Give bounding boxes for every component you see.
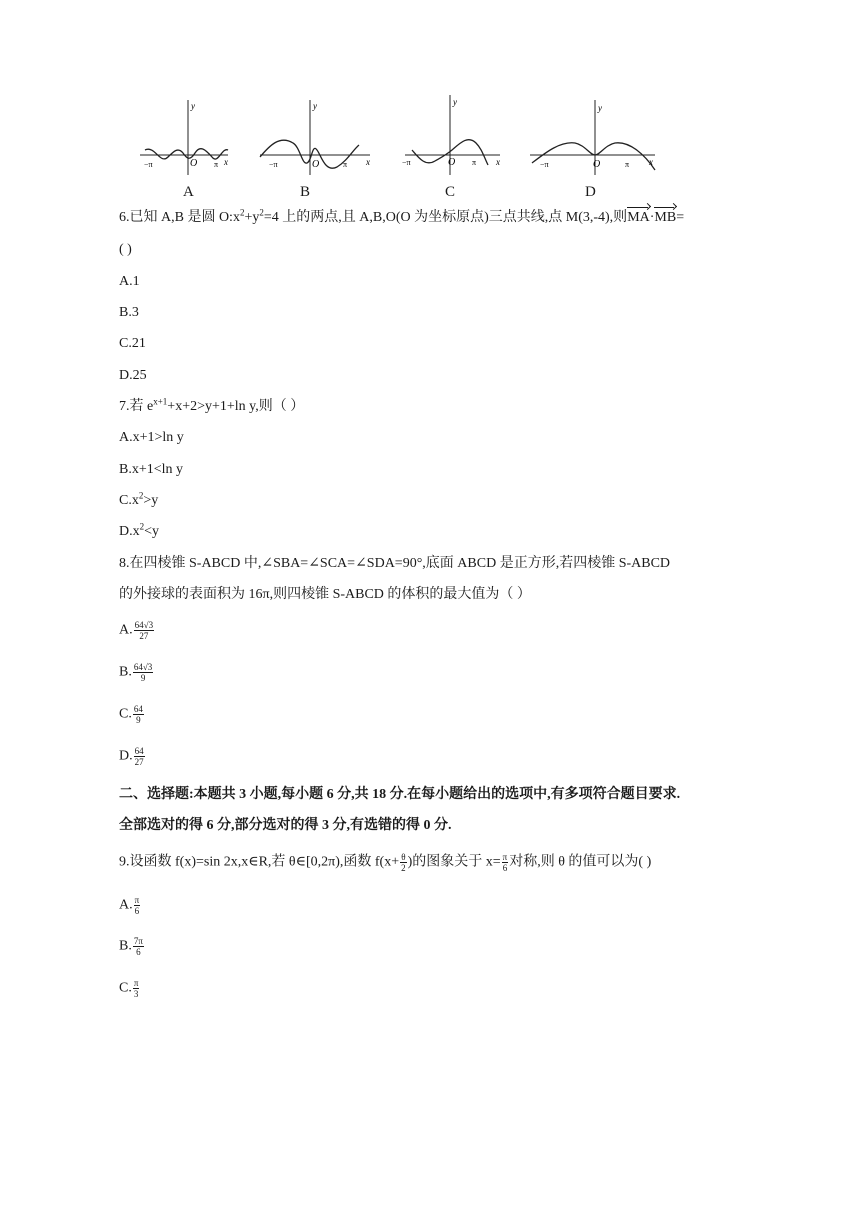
svg-text:O: O	[593, 159, 601, 170]
graph-label-c: C	[445, 184, 456, 200]
q7-option-b: B.x+1<ln y	[119, 462, 184, 477]
fraction-numerator: π	[133, 978, 139, 988]
svg-text:π: π	[625, 160, 630, 169]
svg-text:O: O	[190, 158, 198, 169]
q6-stem-b: +y	[244, 210, 260, 225]
graph-label-b: B	[300, 184, 311, 200]
svg-text:x: x	[224, 157, 228, 167]
svg-text:−π: −π	[540, 160, 549, 169]
q6-option-a: A.1	[119, 274, 140, 289]
q9-option-b	[119, 936, 145, 957]
q6-sq-1: 2	[239, 207, 245, 218]
q7-option-c-sq: 2	[138, 490, 144, 501]
q8-option-b-fraction	[133, 662, 153, 683]
svg-text:π: π	[214, 160, 219, 169]
q9-fraction-theta-half	[400, 852, 407, 873]
svg-text:π: π	[472, 158, 477, 167]
q8-stem-line2: 的外接球的表面积为 16π,则四棱锥 S-ABCD 的体积的最大值为（ ）	[119, 587, 531, 602]
q9-stem-a: 9.设函数 f(x)=sin 2x,x∈R,若 θ∈[0,2π),函数 f(x+	[119, 854, 400, 870]
section2-line2: 全部选对的得 6 分,部分选对的得 3 分,有选错的得 0 分.	[119, 818, 452, 833]
q8-option-a	[119, 620, 155, 641]
fraction-numerator: 64√3	[133, 662, 153, 672]
svg-text:−π: −π	[402, 158, 411, 167]
graph-label-d: D	[585, 184, 596, 200]
svg-text:O: O	[312, 159, 320, 170]
q8-stem-line1: 8.在四棱锥 S-ABCD 中,∠SBA=∠SCA=∠SDA=90°,底面 ABCD 是正方形,若四棱锥 S-ABCD	[119, 556, 671, 571]
fraction-denominator: 6	[502, 863, 508, 873]
fraction-denominator: 27	[139, 631, 149, 641]
q9-stem-c: 对称,则 θ 的值可以为( )	[509, 854, 652, 870]
graph-a	[140, 100, 228, 175]
svg-text:−π: −π	[144, 160, 153, 169]
q9-option-b-label: B.	[119, 938, 132, 954]
q9-option-c-fraction	[133, 978, 140, 999]
q9-option-a-fraction	[134, 895, 141, 916]
graph-c	[402, 95, 500, 175]
q7-stem	[119, 398, 304, 416]
q6-answer-paren: ( )	[119, 242, 132, 257]
q6-vector-ma: MA	[627, 210, 650, 225]
q6-option-c: C.21	[119, 336, 146, 351]
fraction-numerator: 64	[134, 746, 144, 756]
svg-text:x: x	[496, 157, 500, 167]
svg-text:x: x	[649, 157, 653, 167]
graph-d	[530, 100, 655, 175]
fraction-denominator: 6	[136, 947, 141, 957]
fraction-denominator: 2	[401, 863, 406, 873]
fraction-numerator: θ	[401, 852, 406, 862]
q7-option-d	[119, 523, 159, 541]
q6-vector-mb: MB	[654, 210, 677, 225]
q8-option-d	[119, 746, 146, 767]
q7-option-c-pre: C.x	[119, 493, 139, 508]
q8-option-b	[119, 662, 154, 683]
q9-stem	[119, 852, 651, 873]
q7-option-d-sq: 2	[139, 521, 145, 532]
graph-b	[260, 100, 370, 175]
q7-option-c	[119, 492, 158, 510]
q7-stem-b: +x+2>y+1+ln y,则（ ）	[167, 399, 305, 414]
q6-stem-a: 6.已知 A,B 是圆 O:x	[119, 210, 240, 225]
q6-eq: =	[676, 210, 685, 225]
svg-text:y: y	[453, 97, 457, 107]
q8-option-d-label: D.	[119, 748, 133, 764]
q7-stem-a: 7.若 e	[119, 399, 154, 414]
svg-text:y: y	[598, 103, 602, 113]
q6-stem	[119, 209, 684, 227]
q9-fraction-pi-sixth	[502, 852, 509, 873]
q8-option-d-fraction	[134, 746, 145, 767]
q9-option-b-fraction	[133, 936, 144, 957]
q8-option-c-label: C.	[119, 706, 132, 722]
svg-text:y: y	[313, 101, 317, 111]
q7-option-a: A.x+1>ln y	[119, 430, 184, 445]
fraction-denominator: 9	[140, 673, 146, 683]
q8-option-b-label: B.	[119, 664, 132, 680]
q6-stem-c: =4 上的两点,且 A,B,O(O 为坐标原点)三点共线,点 M(3,-4),则	[263, 210, 628, 225]
fraction-numerator: π	[134, 895, 140, 905]
svg-text:x: x	[366, 157, 370, 167]
q9-stem-b: )的图象关于 x=	[407, 854, 501, 870]
fraction-denominator: 6	[134, 906, 140, 916]
q6-option-d: D.25	[119, 368, 147, 383]
q8-option-c-fraction	[133, 704, 144, 725]
q9-option-a-label: A.	[119, 897, 133, 913]
q6-dot: ·	[649, 210, 655, 225]
q6-sq-2: 2	[259, 207, 264, 218]
q9-option-c	[119, 978, 140, 999]
fraction-denominator: 3	[133, 989, 139, 999]
q8-option-a-label: A.	[119, 622, 133, 638]
q6-option-b: B.3	[119, 305, 139, 320]
fraction-numerator: 64√3	[134, 620, 154, 630]
q9-option-a	[119, 895, 141, 916]
q8-option-a-fraction	[134, 620, 154, 641]
q7-option-c-post: >y	[143, 493, 159, 508]
svg-text:−π: −π	[269, 160, 278, 169]
svg-text:π: π	[343, 160, 348, 169]
fraction-denominator: 9	[136, 715, 141, 725]
fraction-denominator: 27	[134, 757, 144, 767]
fraction-numerator: 64	[133, 704, 143, 714]
fraction-numerator: 7π	[133, 936, 143, 946]
q7-option-d-pre: D.x	[119, 524, 140, 539]
q7-option-d-post: <y	[144, 524, 160, 539]
svg-text:O: O	[448, 157, 456, 168]
q7-exponent: x+1	[153, 396, 168, 407]
fraction-numerator: π	[502, 852, 508, 862]
svg-text:y: y	[191, 101, 195, 111]
graph-label-a: A	[183, 184, 194, 200]
q9-option-c-label: C.	[119, 980, 132, 996]
section2-line1: 二、选择题:本题共 3 小题,每小题 6 分,共 18 分.在每小题给出的选项中,有多项符合题目要求.	[119, 787, 681, 802]
q8-option-c	[119, 704, 145, 725]
